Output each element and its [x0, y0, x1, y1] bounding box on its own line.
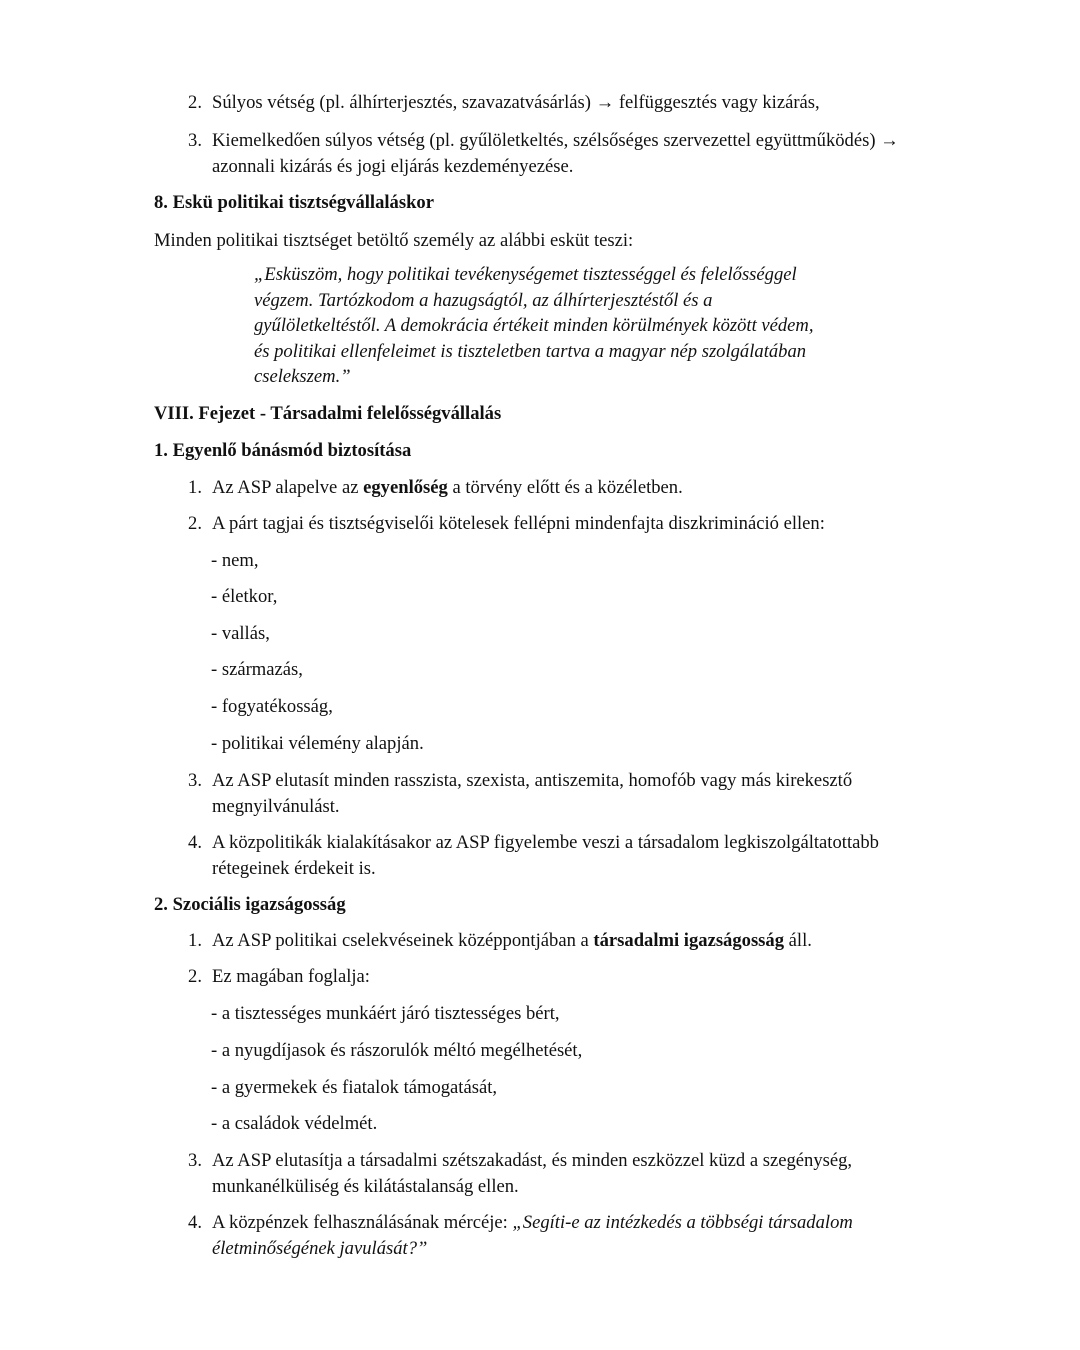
list-number: 4.	[188, 832, 202, 853]
list-number: 3.	[188, 1150, 202, 1171]
list-number: 4.	[188, 1212, 202, 1233]
list-text-line: munkanélküliség és kilátástalanság ellen.	[212, 1175, 519, 1197]
list-text: áll.	[784, 930, 812, 951]
dash-list-item: - életkor,	[211, 586, 278, 607]
dash-list-item: - a tisztességes munkáért járó tisztességes bért,	[211, 1003, 560, 1024]
list-number: 2.	[188, 92, 202, 113]
quote-line: cselekszem.”	[254, 366, 351, 387]
dash-list-item: - vallás,	[211, 623, 270, 644]
italic-quote: „Segíti-e az intézkedés a többségi társadalom	[512, 1212, 853, 1233]
dash-list-item: - politikai vélemény alapján.	[211, 733, 424, 754]
list-text-line: azonnali kizárás és jogi eljárás kezdeményezése.	[212, 155, 574, 177]
list-text: Ez magában foglalja:	[212, 966, 370, 987]
list-number: 3.	[188, 770, 202, 791]
quote-line: „Esküszöm, hogy politikai tevékenységemet tisztességgel és felelősséggel	[254, 264, 797, 285]
oath-intro: Minden politikai tisztséget betöltő személy az alábbi esküt teszi:	[154, 230, 634, 251]
list-text: a törvény előtt és a közéletben.	[447, 477, 683, 498]
section-heading-equal-treatment: 1. Egyenlő bánásmód biztosítása	[154, 440, 412, 461]
emphasis-text: egyenlőség	[363, 477, 448, 498]
list-text: Az ASP alapelve az	[212, 477, 364, 498]
emphasis-text: társadalmi igazságosság	[593, 930, 785, 951]
dash-list-item: - a nyugdíjasok és rászorulók méltó megélhetését,	[211, 1040, 583, 1061]
list-text-line: rétegeinek érdekeit is.	[212, 857, 376, 879]
list-text-line: megnyilvánulást.	[212, 795, 340, 817]
chapter-title: VIII. Fejezet - Társadalmi felelősségvállalás	[154, 403, 502, 424]
list-number: 2.	[188, 513, 202, 534]
list-text-line: Az ASP elutasít minden rasszista, szexista, antiszemita, homofób vagy más kirekesztő	[212, 770, 853, 791]
list-number: 1.	[188, 930, 202, 951]
dash-list-item: - nem,	[211, 550, 259, 571]
dash-list-item: - fogyatékosság,	[211, 696, 333, 717]
list-number: 1.	[188, 477, 202, 498]
quote-line: és politikai ellenfeleimet is tiszteletben tartva a magyar nép szolgálatában	[254, 340, 807, 362]
list-text: Az ASP politikai cselekvéseinek középpontjában a	[212, 930, 594, 951]
list-number: 3.	[188, 130, 202, 151]
list-text: A párt tagjai és tisztségviselői kötelesek fellépni mindenfajta diszkrimináció ellen:	[212, 513, 825, 534]
list-number: 2.	[188, 966, 202, 987]
section-heading-social-justice: 2. Szociális igazságosság	[154, 894, 346, 915]
quote-line: végzem. Tartózkodom a hazugságtól, az álhírterjesztéstől és a	[254, 289, 713, 311]
list-text: Súlyos vétség (pl. álhírterjesztés, szavazatvásárlás) → felfüggesztés vagy kizárás,	[212, 92, 820, 113]
list-text-line: Kiemelkedően súlyos vétség (pl. gyűlöletkeltés, szélsőséges szervezettel együttműködés) →	[212, 130, 899, 151]
list-text: A közpénzek felhasználásának mércéje:	[212, 1212, 513, 1233]
oath-quote	[254, 262, 854, 390]
quote-line: gyűlöletkeltéstől. A demokrácia értékeit minden körülmények között védem,	[254, 315, 814, 336]
dash-list-item: - származás,	[211, 659, 303, 680]
list-text-line: Az ASP elutasítja a társadalmi szétszakadást, és minden eszközzel küzd a szegénység,	[212, 1150, 853, 1171]
dash-list-item: - a gyermekek és fiatalok támogatását,	[211, 1077, 498, 1098]
section-heading-oath: 8. Eskü politikai tisztségvállaláskor	[154, 192, 434, 213]
dash-list-item: - a családok védelmét.	[211, 1113, 378, 1134]
italic-quote: életminőségének javulását?”	[212, 1237, 428, 1259]
list-text-line: A közpolitikák kialakításakor az ASP figyelembe veszi a társadalom legkiszolgáltatottabb	[212, 832, 879, 853]
